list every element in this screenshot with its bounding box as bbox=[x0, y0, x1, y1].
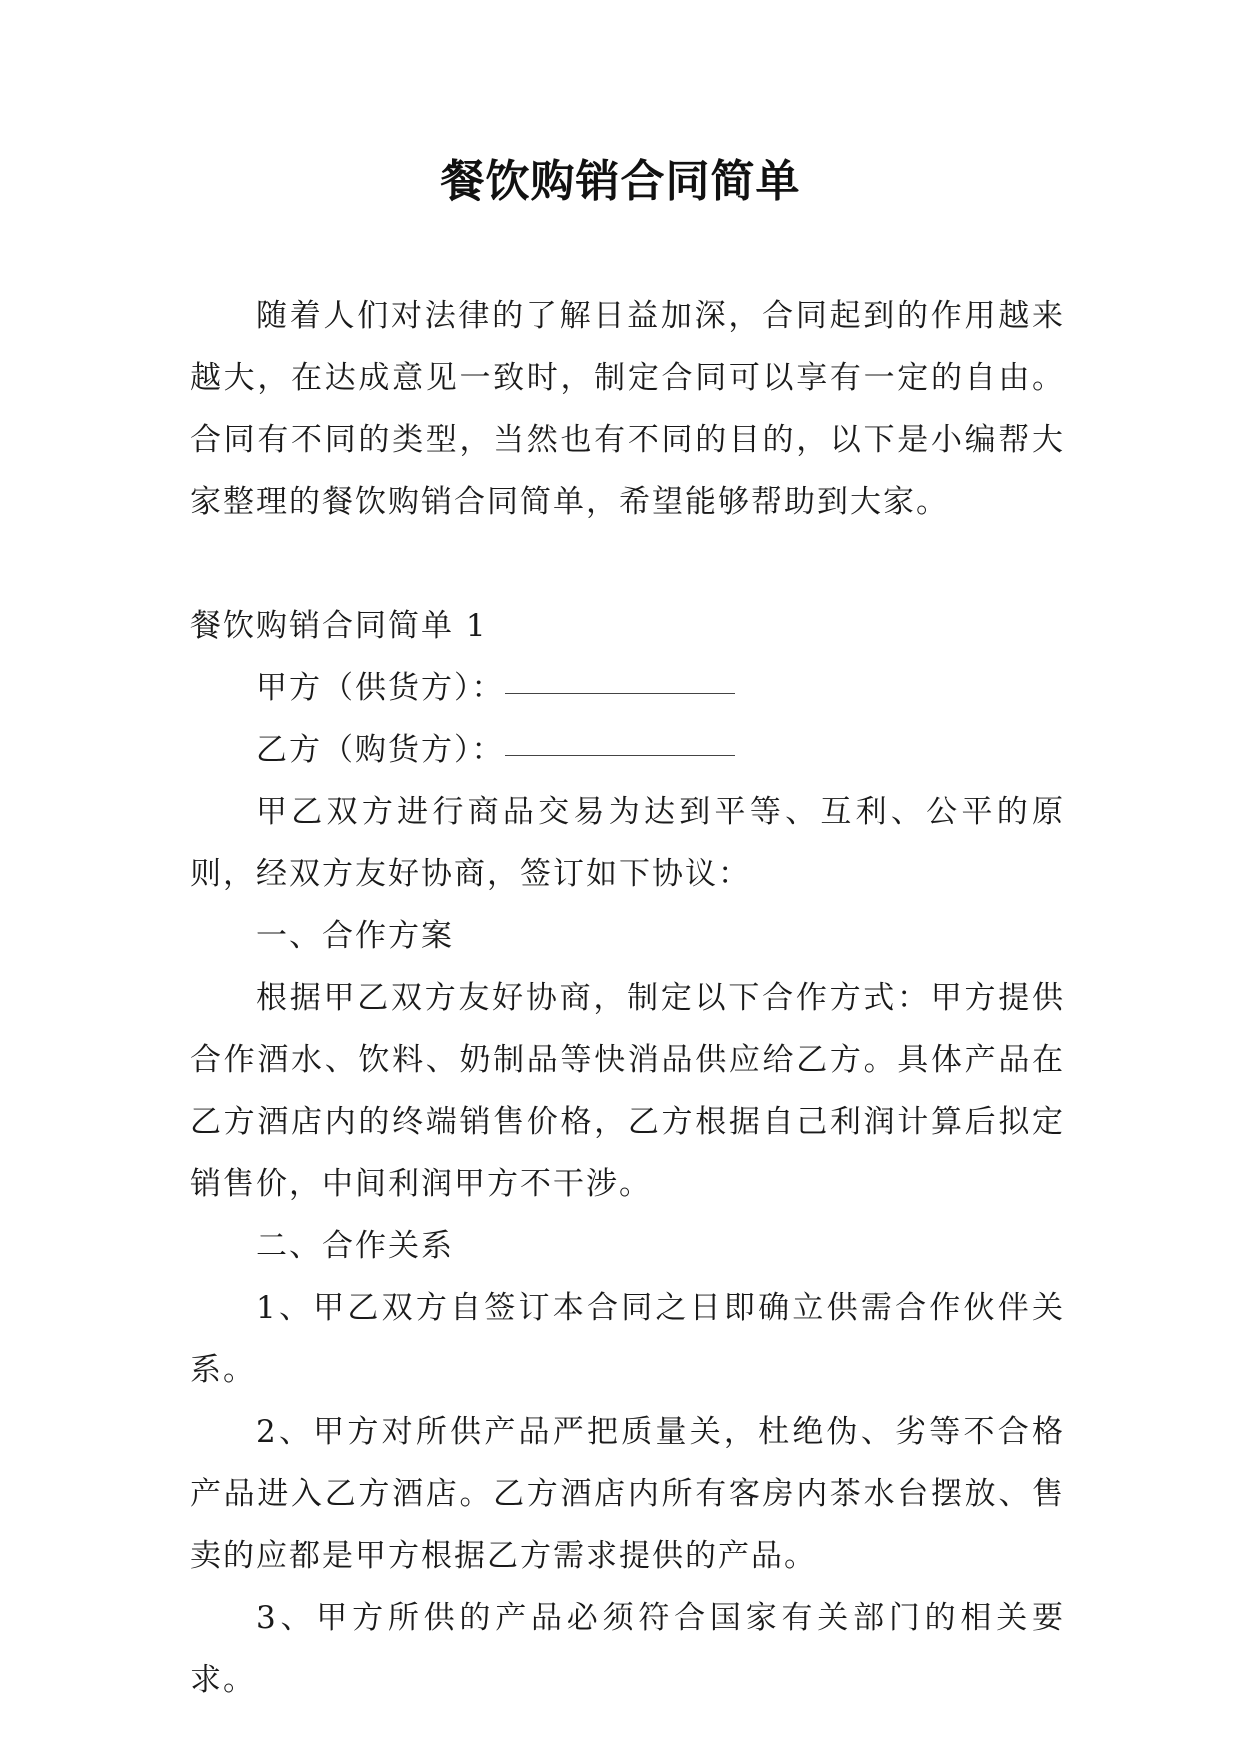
party-a-label: 甲方（供货方）： bbox=[256, 670, 505, 706]
section-heading: 餐饮购销合同简单 1 bbox=[190, 608, 488, 644]
document-title: 餐饮购销合同简单 bbox=[440, 156, 801, 207]
party-b-blank bbox=[505, 735, 735, 756]
heading-cooperation-plan: 一、合作方案 bbox=[256, 918, 454, 954]
party-a-blank bbox=[505, 673, 735, 694]
item-3-paragraph: 3、甲方所供的产品必须符合国家有关部门的相关要求。 bbox=[190, 1600, 1065, 1698]
item-2-paragraph: 2、甲方对所供产品严把质量关，杜绝伪、劣等不合格产品进入乙方酒店。乙方酒店内所有客房内茶水台摆放、售卖的应都是甲方根据乙方需求提供的产品。 bbox=[190, 1414, 1065, 1574]
party-b-line bbox=[190, 719, 1065, 781]
plan-paragraph: 根据甲乙双方友好协商，制定以下合作方式：甲方提供合作酒水、饮料、奶制品等快消品供应给乙方。具体产品在乙方酒店内的终端销售价格，乙方根据自己利润计算后拟定销售价，中间利润甲方不干涉。 bbox=[190, 980, 1065, 1202]
heading-cooperation-relation: 二、合作关系 bbox=[256, 1228, 454, 1264]
item-1-paragraph: 1、甲乙双方自签订本合同之日即确立供需合作伙伴关系。 bbox=[190, 1290, 1065, 1388]
document-body bbox=[190, 285, 1065, 1711]
party-a-line bbox=[190, 657, 1065, 719]
principle-paragraph: 甲乙双方进行商品交易为达到平等、互利、公平的原则，经双方友好协商，签订如下协议： bbox=[190, 794, 1065, 892]
intro-paragraph: 随着人们对法律的了解日益加深，合同起到的作用越来越大，在达成意见一致时，制定合同可以享有一定的自由。合同有不同的类型，当然也有不同的目的，以下是小编帮大家整理的餐饮购销合同简单，希望能够帮助到大家。 bbox=[190, 298, 1065, 520]
party-b-label: 乙方（购货方）： bbox=[256, 732, 505, 768]
